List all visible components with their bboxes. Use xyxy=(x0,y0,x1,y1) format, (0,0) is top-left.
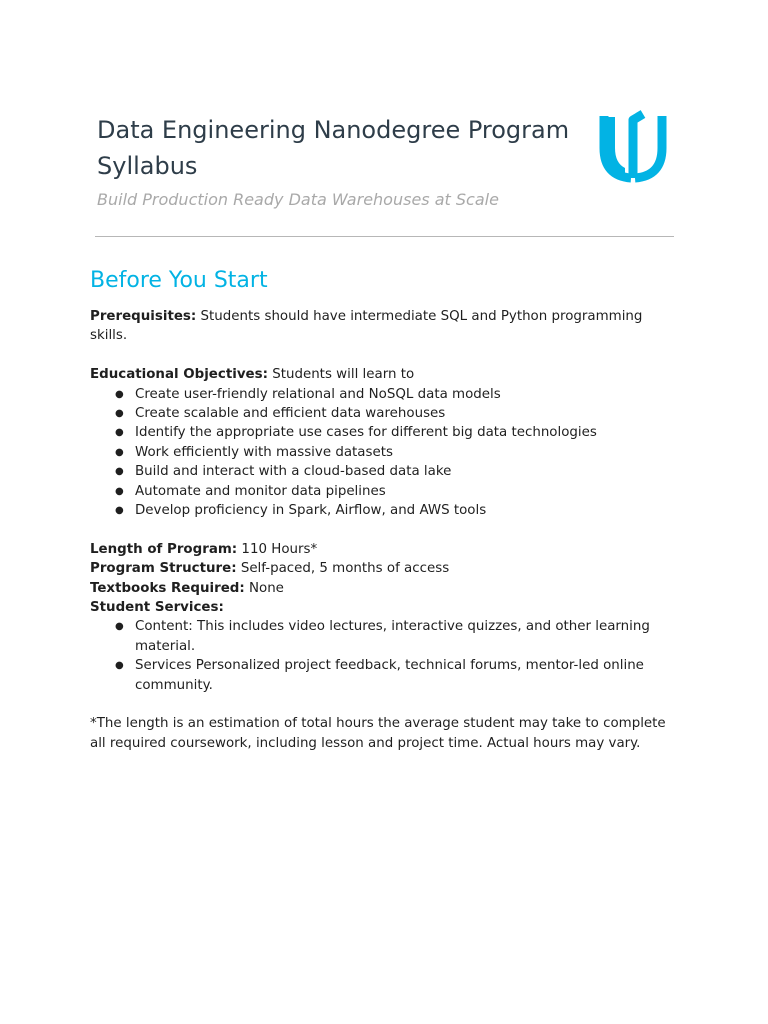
list-item-text: Create scalable and efficient data warehouses xyxy=(135,406,446,422)
prerequisites-paragraph xyxy=(90,307,670,346)
list-item-text: Develop proficiency in Spark, Airflow, and AWS tools xyxy=(135,503,487,519)
length-label: Length of Program: xyxy=(90,541,238,557)
textbooks-value: None xyxy=(244,580,284,596)
list-item-text: Build and interact with a cloud-based data lake xyxy=(135,464,452,480)
textbooks-label: Textbooks Required: xyxy=(90,580,245,596)
objectives-label: Educational Objectives: xyxy=(90,367,268,383)
bullet-icon: ● xyxy=(115,446,124,458)
length-paragraph xyxy=(90,540,670,559)
list-item xyxy=(90,423,670,442)
structure-value: Self-paced, 5 months of access xyxy=(236,561,450,577)
prerequisites-text: Students should have intermediate SQL and Python programming skills. xyxy=(90,309,643,344)
header-divider xyxy=(95,236,674,237)
list-item-text: Automate and monitor data pipelines xyxy=(135,483,386,499)
length-value: 110 Hours* xyxy=(237,541,318,557)
textbooks-paragraph xyxy=(90,579,670,598)
bullet-icon: ● xyxy=(115,408,124,420)
bullet-icon: ● xyxy=(115,485,124,497)
list-item xyxy=(90,617,670,656)
structure-label: Program Structure: xyxy=(90,561,237,577)
list-item xyxy=(90,482,670,501)
section-heading: Before You Start xyxy=(90,268,268,293)
page-title: Data Engineering Nanodegree Program Syllabus xyxy=(97,116,570,180)
list-item-text: Identify the appropriate use cases for different big data technologies xyxy=(135,425,597,441)
page-subtitle: Build Production Ready Data Warehouses at Scale xyxy=(97,190,499,209)
structure-paragraph xyxy=(90,559,670,578)
list-item xyxy=(90,404,670,423)
services-label: Student Services: xyxy=(90,600,224,616)
list-item-text: Services Personalized project feedback, technical forums, mentor-led online community. xyxy=(135,658,644,693)
udacity-logo-icon xyxy=(597,108,669,184)
footnote: *The length is an estimation of total hours the average student may take to complete all required coursework, including lesson and project time. Actual hours may vary. xyxy=(90,716,666,751)
list-item xyxy=(90,501,670,520)
bullet-icon: ● xyxy=(115,660,124,672)
list-item xyxy=(90,656,670,695)
list-item xyxy=(90,443,670,462)
list-item xyxy=(90,462,670,481)
bullet-icon: ● xyxy=(115,388,124,400)
list-item-text: Work efficiently with massive datasets xyxy=(135,444,393,460)
services-paragraph xyxy=(90,598,670,617)
services-list xyxy=(90,617,670,695)
list-item-text: Content: This includes video lectures, interactive quizzes, and other learning material. xyxy=(135,619,650,654)
list-item xyxy=(90,385,670,404)
bullet-icon: ● xyxy=(115,466,124,478)
bullet-icon: ● xyxy=(115,427,124,439)
bullet-icon: ● xyxy=(115,621,124,633)
list-item-text: Create user-friendly relational and NoSQL data models xyxy=(135,386,501,402)
syllabus-content xyxy=(90,307,670,753)
bullet-icon: ● xyxy=(115,505,124,517)
objectives-intro: Students will learn to xyxy=(267,367,415,383)
objectives-paragraph xyxy=(90,365,670,384)
prerequisites-label: Prerequisites: xyxy=(90,309,197,324)
objectives-list xyxy=(90,385,670,521)
